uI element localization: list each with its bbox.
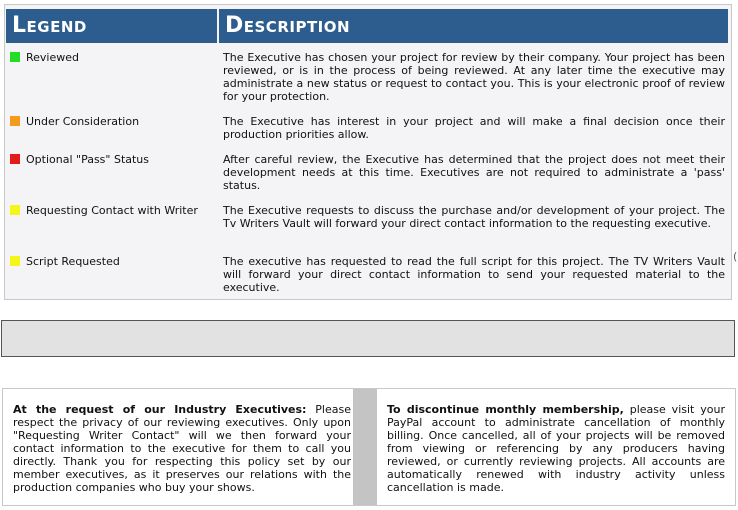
status-description: After careful review, the Executive has determined that the project does not meet their development needs at this time. Executives are not required to administrate a 'pass' status. (223, 153, 725, 192)
note-heading: At the request of our Industry Executives: (13, 403, 307, 416)
status-description: The executive has requested to read the full script for this project. The TV Writers Vault will forward your direct contact information to send your requested material to the executive. (223, 255, 725, 294)
green-status-swatch-icon (10, 52, 20, 62)
edge-mark: ( (733, 250, 738, 263)
status-description: The Executive requests to discuss the purchase and/or development of your project. The Tv Writers Vault will forward your direct contact information to the requesting executive. (223, 204, 725, 230)
status-label (10, 204, 198, 217)
executive-privacy-note (13, 403, 351, 494)
status-label (10, 255, 120, 268)
red-status-swatch-icon (10, 154, 20, 164)
note-body: Please respect the privacy of our reviewing executives. Only upon "Requesting Writer Contact" will we then forward your contact information to the executive for them to call you directly. Thank you for respecting this policy set by our member executives, as it preserves our relations with the production companies who buy your shows. (13, 403, 351, 494)
status-label (10, 51, 79, 64)
note-heading: To discontinue monthly membership, (387, 403, 624, 416)
gray-banner-bar (1, 320, 735, 357)
status-label (10, 115, 139, 128)
status-name: Script Requested (26, 255, 120, 268)
note-body: please visit your PayPal account to administrate cancellation of monthly billing. Once cancelled, all of your projects will be removed from viewing or referencing by any producers having reviewed, or currently reviewing projects. All accounts are automatically renewed with industry activity unless cancellation is made. (387, 403, 725, 494)
membership-cancellation-note (387, 403, 725, 494)
status-label (10, 153, 149, 166)
status-description: The Executive has interest in your project and will make a final decision once their production priorities allow. (223, 115, 725, 141)
status-legend-table (4, 4, 732, 300)
status-name: Under Consideration (26, 115, 140, 128)
yellow-status-swatch-icon (10, 205, 20, 215)
yellow-status-swatch-icon (10, 256, 20, 266)
description-header: Description (219, 9, 728, 43)
legend-header: Legend (6, 9, 217, 43)
status-name: Optional "Pass" Status (26, 153, 150, 166)
panel-divider (353, 389, 377, 505)
status-name: Requesting Contact with Writer (26, 204, 198, 217)
status-name: Reviewed (26, 51, 79, 64)
orange-status-swatch-icon (10, 116, 20, 126)
policy-notes-panel (2, 388, 736, 506)
status-description: The Executive has chosen your project for review by their company. Your project has been reviewed, or is in the process of being reviewed. At any later time the executive may administrate a new status or request to contact you. This is your electronic proof of review for your protection. (223, 51, 725, 103)
